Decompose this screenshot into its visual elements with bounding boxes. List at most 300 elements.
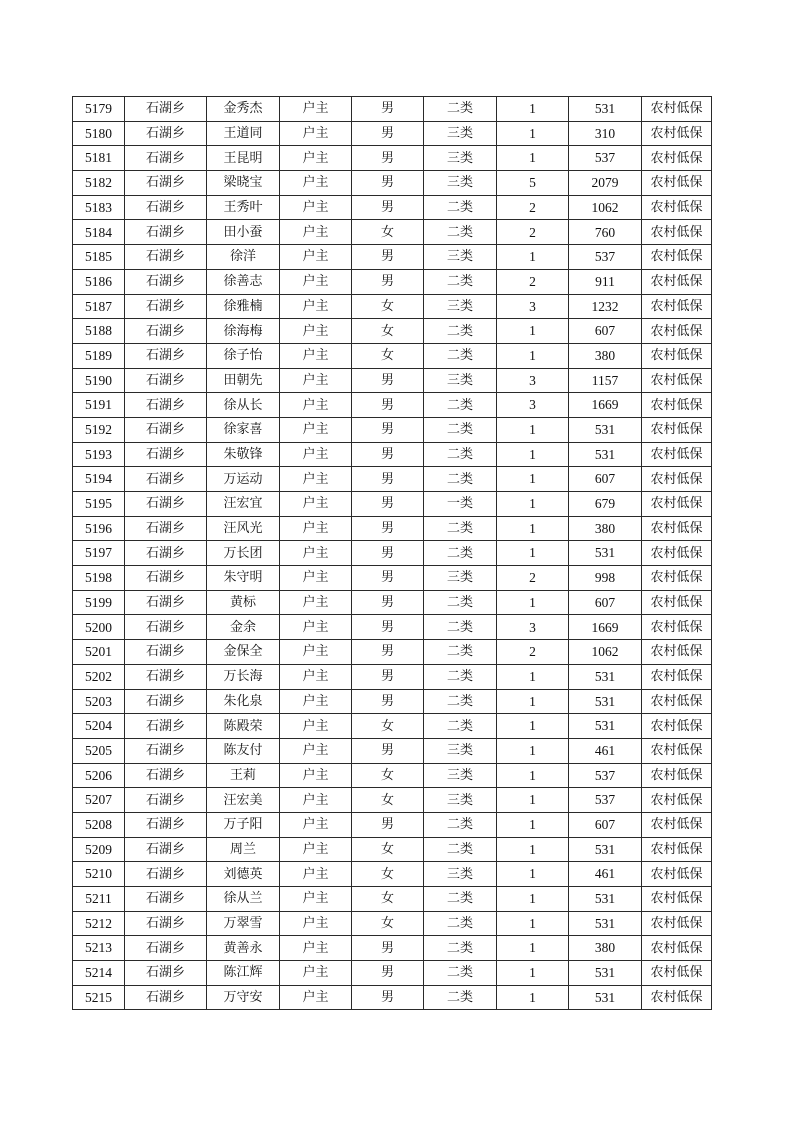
relation-cell: 户主 — [280, 936, 352, 961]
row-id-cell: 5204 — [73, 714, 125, 739]
household-size-cell: 5 — [497, 171, 569, 196]
program-cell: 农村低保 — [642, 738, 712, 763]
row-id-cell: 5194 — [73, 467, 125, 492]
name-cell: 黄标 — [207, 590, 280, 615]
category-cell: 二类 — [424, 269, 497, 294]
program-cell: 农村低保 — [642, 961, 712, 986]
table-row — [73, 171, 712, 196]
township-cell: 石湖乡 — [125, 887, 207, 912]
category-cell: 二类 — [424, 714, 497, 739]
amount-cell: 607 — [569, 812, 642, 837]
program-cell: 农村低保 — [642, 788, 712, 813]
relation-cell: 户主 — [280, 590, 352, 615]
program-cell: 农村低保 — [642, 467, 712, 492]
relation-cell: 户主 — [280, 97, 352, 122]
gender-cell: 男 — [352, 640, 424, 665]
amount-cell: 1062 — [569, 640, 642, 665]
relation-cell: 户主 — [280, 220, 352, 245]
name-cell: 刘德英 — [207, 862, 280, 887]
name-cell: 王道同 — [207, 121, 280, 146]
table-row — [73, 97, 712, 122]
category-cell: 二类 — [424, 319, 497, 344]
table-row — [73, 566, 712, 591]
amount-cell: 760 — [569, 220, 642, 245]
row-id-cell: 5201 — [73, 640, 125, 665]
program-cell: 农村低保 — [642, 294, 712, 319]
name-cell: 汪风光 — [207, 516, 280, 541]
program-cell: 农村低保 — [642, 442, 712, 467]
category-cell: 三类 — [424, 171, 497, 196]
category-cell: 二类 — [424, 640, 497, 665]
category-cell: 二类 — [424, 837, 497, 862]
row-id-cell: 5195 — [73, 492, 125, 517]
program-cell: 农村低保 — [642, 516, 712, 541]
gender-cell: 女 — [352, 887, 424, 912]
relation-cell: 户主 — [280, 195, 352, 220]
row-id-cell: 5197 — [73, 541, 125, 566]
amount-cell: 1062 — [569, 195, 642, 220]
relation-cell: 户主 — [280, 368, 352, 393]
table-row — [73, 319, 712, 344]
household-size-cell: 1 — [497, 763, 569, 788]
household-size-cell: 1 — [497, 442, 569, 467]
row-id-cell: 5205 — [73, 738, 125, 763]
household-size-cell: 1 — [497, 689, 569, 714]
gender-cell: 女 — [352, 319, 424, 344]
table-row — [73, 467, 712, 492]
program-cell: 农村低保 — [642, 985, 712, 1010]
category-cell: 二类 — [424, 812, 497, 837]
name-cell: 万子阳 — [207, 812, 280, 837]
row-id-cell: 5186 — [73, 269, 125, 294]
township-cell: 石湖乡 — [125, 738, 207, 763]
household-size-cell: 1 — [497, 516, 569, 541]
name-cell: 万翠雪 — [207, 911, 280, 936]
gender-cell: 男 — [352, 738, 424, 763]
name-cell: 王昆明 — [207, 146, 280, 171]
name-cell: 汪宏宜 — [207, 492, 280, 517]
category-cell: 二类 — [424, 689, 497, 714]
relation-cell: 户主 — [280, 738, 352, 763]
gender-cell: 男 — [352, 936, 424, 961]
amount-cell: 911 — [569, 269, 642, 294]
category-cell: 三类 — [424, 245, 497, 270]
gender-cell: 男 — [352, 961, 424, 986]
category-cell: 三类 — [424, 146, 497, 171]
name-cell: 朱敬锋 — [207, 442, 280, 467]
household-size-cell: 2 — [497, 195, 569, 220]
row-id-cell: 5200 — [73, 615, 125, 640]
township-cell: 石湖乡 — [125, 343, 207, 368]
gender-cell: 男 — [352, 985, 424, 1010]
name-cell: 金秀杰 — [207, 97, 280, 122]
township-cell: 石湖乡 — [125, 417, 207, 442]
township-cell: 石湖乡 — [125, 640, 207, 665]
name-cell: 徐子怡 — [207, 343, 280, 368]
category-cell: 二类 — [424, 961, 497, 986]
township-cell: 石湖乡 — [125, 171, 207, 196]
row-id-cell: 5208 — [73, 812, 125, 837]
township-cell: 石湖乡 — [125, 911, 207, 936]
row-id-cell: 5210 — [73, 862, 125, 887]
row-id-cell: 5189 — [73, 343, 125, 368]
relation-cell: 户主 — [280, 887, 352, 912]
relation-cell: 户主 — [280, 911, 352, 936]
category-cell: 三类 — [424, 294, 497, 319]
gender-cell: 女 — [352, 714, 424, 739]
table-row — [73, 615, 712, 640]
row-id-cell: 5191 — [73, 393, 125, 418]
table-row — [73, 985, 712, 1010]
gender-cell: 女 — [352, 763, 424, 788]
amount-cell: 607 — [569, 319, 642, 344]
category-cell: 一类 — [424, 492, 497, 517]
category-cell: 二类 — [424, 516, 497, 541]
household-size-cell: 1 — [497, 467, 569, 492]
amount-cell: 380 — [569, 343, 642, 368]
row-id-cell: 5190 — [73, 368, 125, 393]
township-cell: 石湖乡 — [125, 516, 207, 541]
program-cell: 农村低保 — [642, 640, 712, 665]
amount-cell: 531 — [569, 837, 642, 862]
category-cell: 二类 — [424, 343, 497, 368]
table-row — [73, 245, 712, 270]
table-row — [73, 590, 712, 615]
township-cell: 石湖乡 — [125, 664, 207, 689]
relation-cell: 户主 — [280, 294, 352, 319]
program-cell: 农村低保 — [642, 862, 712, 887]
township-cell: 石湖乡 — [125, 961, 207, 986]
program-cell: 农村低保 — [642, 590, 712, 615]
table-row — [73, 269, 712, 294]
gender-cell: 男 — [352, 664, 424, 689]
township-cell: 石湖乡 — [125, 763, 207, 788]
relation-cell: 户主 — [280, 837, 352, 862]
household-size-cell: 1 — [497, 738, 569, 763]
name-cell: 徐雅楠 — [207, 294, 280, 319]
table-row — [73, 738, 712, 763]
household-size-cell: 1 — [497, 97, 569, 122]
gender-cell: 女 — [352, 862, 424, 887]
program-cell: 农村低保 — [642, 492, 712, 517]
amount-cell: 537 — [569, 245, 642, 270]
gender-cell: 男 — [352, 245, 424, 270]
relation-cell: 户主 — [280, 812, 352, 837]
township-cell: 石湖乡 — [125, 837, 207, 862]
row-id-cell: 5199 — [73, 590, 125, 615]
relation-cell: 户主 — [280, 763, 352, 788]
household-size-cell: 1 — [497, 146, 569, 171]
township-cell: 石湖乡 — [125, 368, 207, 393]
relation-cell: 户主 — [280, 319, 352, 344]
category-cell: 二类 — [424, 442, 497, 467]
program-cell: 农村低保 — [642, 837, 712, 862]
program-cell: 农村低保 — [642, 245, 712, 270]
row-id-cell: 5212 — [73, 911, 125, 936]
relation-cell: 户主 — [280, 516, 352, 541]
row-id-cell: 5184 — [73, 220, 125, 245]
amount-cell: 679 — [569, 492, 642, 517]
gender-cell: 女 — [352, 837, 424, 862]
table-row — [73, 961, 712, 986]
relation-cell: 户主 — [280, 417, 352, 442]
relation-cell: 户主 — [280, 566, 352, 591]
category-cell: 三类 — [424, 121, 497, 146]
name-cell: 田朝先 — [207, 368, 280, 393]
category-cell: 三类 — [424, 738, 497, 763]
gender-cell: 男 — [352, 812, 424, 837]
name-cell: 王莉 — [207, 763, 280, 788]
program-cell: 农村低保 — [642, 220, 712, 245]
table-row — [73, 220, 712, 245]
gender-cell: 男 — [352, 541, 424, 566]
program-cell: 农村低保 — [642, 714, 712, 739]
gender-cell: 女 — [352, 294, 424, 319]
category-cell: 二类 — [424, 97, 497, 122]
program-cell: 农村低保 — [642, 146, 712, 171]
category-cell: 二类 — [424, 664, 497, 689]
name-cell: 汪宏美 — [207, 788, 280, 813]
name-cell: 朱守明 — [207, 566, 280, 591]
gender-cell: 男 — [352, 566, 424, 591]
relation-cell: 户主 — [280, 788, 352, 813]
household-size-cell: 1 — [497, 417, 569, 442]
household-size-cell: 1 — [497, 121, 569, 146]
gender-cell: 男 — [352, 689, 424, 714]
gender-cell: 男 — [352, 269, 424, 294]
name-cell: 王秀叶 — [207, 195, 280, 220]
township-cell: 石湖乡 — [125, 269, 207, 294]
household-size-cell: 2 — [497, 269, 569, 294]
amount-cell: 1232 — [569, 294, 642, 319]
amount-cell: 531 — [569, 911, 642, 936]
row-id-cell: 5207 — [73, 788, 125, 813]
row-id-cell: 5203 — [73, 689, 125, 714]
amount-cell: 531 — [569, 442, 642, 467]
gender-cell: 男 — [352, 492, 424, 517]
table-row — [73, 862, 712, 887]
township-cell: 石湖乡 — [125, 97, 207, 122]
name-cell: 徐洋 — [207, 245, 280, 270]
gender-cell: 男 — [352, 368, 424, 393]
township-cell: 石湖乡 — [125, 788, 207, 813]
name-cell: 陈殿荣 — [207, 714, 280, 739]
name-cell: 田小蚕 — [207, 220, 280, 245]
amount-cell: 998 — [569, 566, 642, 591]
amount-cell: 380 — [569, 516, 642, 541]
row-id-cell: 5213 — [73, 936, 125, 961]
amount-cell: 531 — [569, 541, 642, 566]
household-size-cell: 2 — [497, 566, 569, 591]
gender-cell: 男 — [352, 97, 424, 122]
program-cell: 农村低保 — [642, 763, 712, 788]
amount-cell: 531 — [569, 887, 642, 912]
township-cell: 石湖乡 — [125, 245, 207, 270]
table-row — [73, 516, 712, 541]
table-row — [73, 492, 712, 517]
household-size-cell: 3 — [497, 368, 569, 393]
program-cell: 农村低保 — [642, 541, 712, 566]
table-row — [73, 146, 712, 171]
amount-cell: 537 — [569, 788, 642, 813]
name-cell: 徐海梅 — [207, 319, 280, 344]
relation-cell: 户主 — [280, 146, 352, 171]
relation-cell: 户主 — [280, 121, 352, 146]
gender-cell: 男 — [352, 195, 424, 220]
household-size-cell: 1 — [497, 887, 569, 912]
table-body — [73, 97, 712, 1010]
amount-cell: 607 — [569, 467, 642, 492]
relation-cell: 户主 — [280, 664, 352, 689]
township-cell: 石湖乡 — [125, 467, 207, 492]
amount-cell: 310 — [569, 121, 642, 146]
table-row — [73, 195, 712, 220]
name-cell: 万运动 — [207, 467, 280, 492]
category-cell: 三类 — [424, 862, 497, 887]
row-id-cell: 5215 — [73, 985, 125, 1010]
program-cell: 农村低保 — [642, 417, 712, 442]
township-cell: 石湖乡 — [125, 393, 207, 418]
amount-cell: 607 — [569, 590, 642, 615]
household-size-cell: 1 — [497, 664, 569, 689]
household-size-cell: 1 — [497, 343, 569, 368]
township-cell: 石湖乡 — [125, 689, 207, 714]
table-row — [73, 911, 712, 936]
table-row — [73, 887, 712, 912]
amount-cell: 1669 — [569, 393, 642, 418]
row-id-cell: 5192 — [73, 417, 125, 442]
program-cell: 农村低保 — [642, 936, 712, 961]
row-id-cell: 5198 — [73, 566, 125, 591]
row-id-cell: 5206 — [73, 763, 125, 788]
row-id-cell: 5183 — [73, 195, 125, 220]
category-cell: 二类 — [424, 985, 497, 1010]
program-cell: 农村低保 — [642, 393, 712, 418]
name-cell: 徐家喜 — [207, 417, 280, 442]
program-cell: 农村低保 — [642, 343, 712, 368]
name-cell: 金余 — [207, 615, 280, 640]
table-row — [73, 442, 712, 467]
table-row — [73, 936, 712, 961]
household-size-cell: 1 — [497, 319, 569, 344]
name-cell: 万长海 — [207, 664, 280, 689]
township-cell: 石湖乡 — [125, 590, 207, 615]
program-cell: 农村低保 — [642, 97, 712, 122]
program-cell: 农村低保 — [642, 664, 712, 689]
category-cell: 二类 — [424, 615, 497, 640]
table-row — [73, 788, 712, 813]
household-size-cell: 1 — [497, 245, 569, 270]
table-row — [73, 640, 712, 665]
program-cell: 农村低保 — [642, 911, 712, 936]
row-id-cell: 5187 — [73, 294, 125, 319]
relation-cell: 户主 — [280, 245, 352, 270]
name-cell: 万守安 — [207, 985, 280, 1010]
township-cell: 石湖乡 — [125, 862, 207, 887]
table-row — [73, 664, 712, 689]
category-cell: 二类 — [424, 195, 497, 220]
relation-cell: 户主 — [280, 442, 352, 467]
household-size-cell: 1 — [497, 812, 569, 837]
row-id-cell: 5188 — [73, 319, 125, 344]
category-cell: 三类 — [424, 566, 497, 591]
name-cell: 黄善永 — [207, 936, 280, 961]
category-cell: 二类 — [424, 467, 497, 492]
row-id-cell: 5181 — [73, 146, 125, 171]
category-cell: 三类 — [424, 763, 497, 788]
township-cell: 石湖乡 — [125, 714, 207, 739]
name-cell: 金保全 — [207, 640, 280, 665]
program-cell: 农村低保 — [642, 566, 712, 591]
category-cell: 二类 — [424, 911, 497, 936]
table-row — [73, 294, 712, 319]
name-cell: 徐从兰 — [207, 887, 280, 912]
amount-cell: 2079 — [569, 171, 642, 196]
township-cell: 石湖乡 — [125, 294, 207, 319]
household-size-cell: 1 — [497, 837, 569, 862]
name-cell: 周兰 — [207, 837, 280, 862]
amount-cell: 531 — [569, 961, 642, 986]
amount-cell: 1669 — [569, 615, 642, 640]
household-size-cell: 2 — [497, 220, 569, 245]
relation-cell: 户主 — [280, 961, 352, 986]
amount-cell: 531 — [569, 689, 642, 714]
table-row — [73, 714, 712, 739]
amount-cell: 531 — [569, 417, 642, 442]
program-cell: 农村低保 — [642, 368, 712, 393]
household-size-cell: 1 — [497, 788, 569, 813]
township-cell: 石湖乡 — [125, 541, 207, 566]
gender-cell: 男 — [352, 171, 424, 196]
amount-cell: 537 — [569, 146, 642, 171]
gender-cell: 女 — [352, 788, 424, 813]
township-cell: 石湖乡 — [125, 492, 207, 517]
category-cell: 二类 — [424, 590, 497, 615]
name-cell: 徐从长 — [207, 393, 280, 418]
household-size-cell: 1 — [497, 936, 569, 961]
table-row — [73, 368, 712, 393]
category-cell: 三类 — [424, 788, 497, 813]
program-cell: 农村低保 — [642, 887, 712, 912]
table-row — [73, 541, 712, 566]
amount-cell: 461 — [569, 862, 642, 887]
program-cell: 农村低保 — [642, 269, 712, 294]
household-size-cell: 1 — [497, 911, 569, 936]
category-cell: 二类 — [424, 393, 497, 418]
amount-cell: 537 — [569, 763, 642, 788]
township-cell: 石湖乡 — [125, 146, 207, 171]
category-cell: 二类 — [424, 887, 497, 912]
row-id-cell: 5209 — [73, 837, 125, 862]
table-row — [73, 417, 712, 442]
table-row — [73, 812, 712, 837]
category-cell: 三类 — [424, 368, 497, 393]
row-id-cell: 5193 — [73, 442, 125, 467]
gender-cell: 男 — [352, 146, 424, 171]
township-cell: 石湖乡 — [125, 442, 207, 467]
relation-cell: 户主 — [280, 615, 352, 640]
relation-cell: 户主 — [280, 467, 352, 492]
name-cell: 朱化泉 — [207, 689, 280, 714]
gender-cell: 男 — [352, 467, 424, 492]
relation-cell: 户主 — [280, 171, 352, 196]
name-cell: 陈江辉 — [207, 961, 280, 986]
name-cell: 万长团 — [207, 541, 280, 566]
program-cell: 农村低保 — [642, 615, 712, 640]
table-row — [73, 393, 712, 418]
name-cell: 陈友付 — [207, 738, 280, 763]
name-cell: 徐善志 — [207, 269, 280, 294]
